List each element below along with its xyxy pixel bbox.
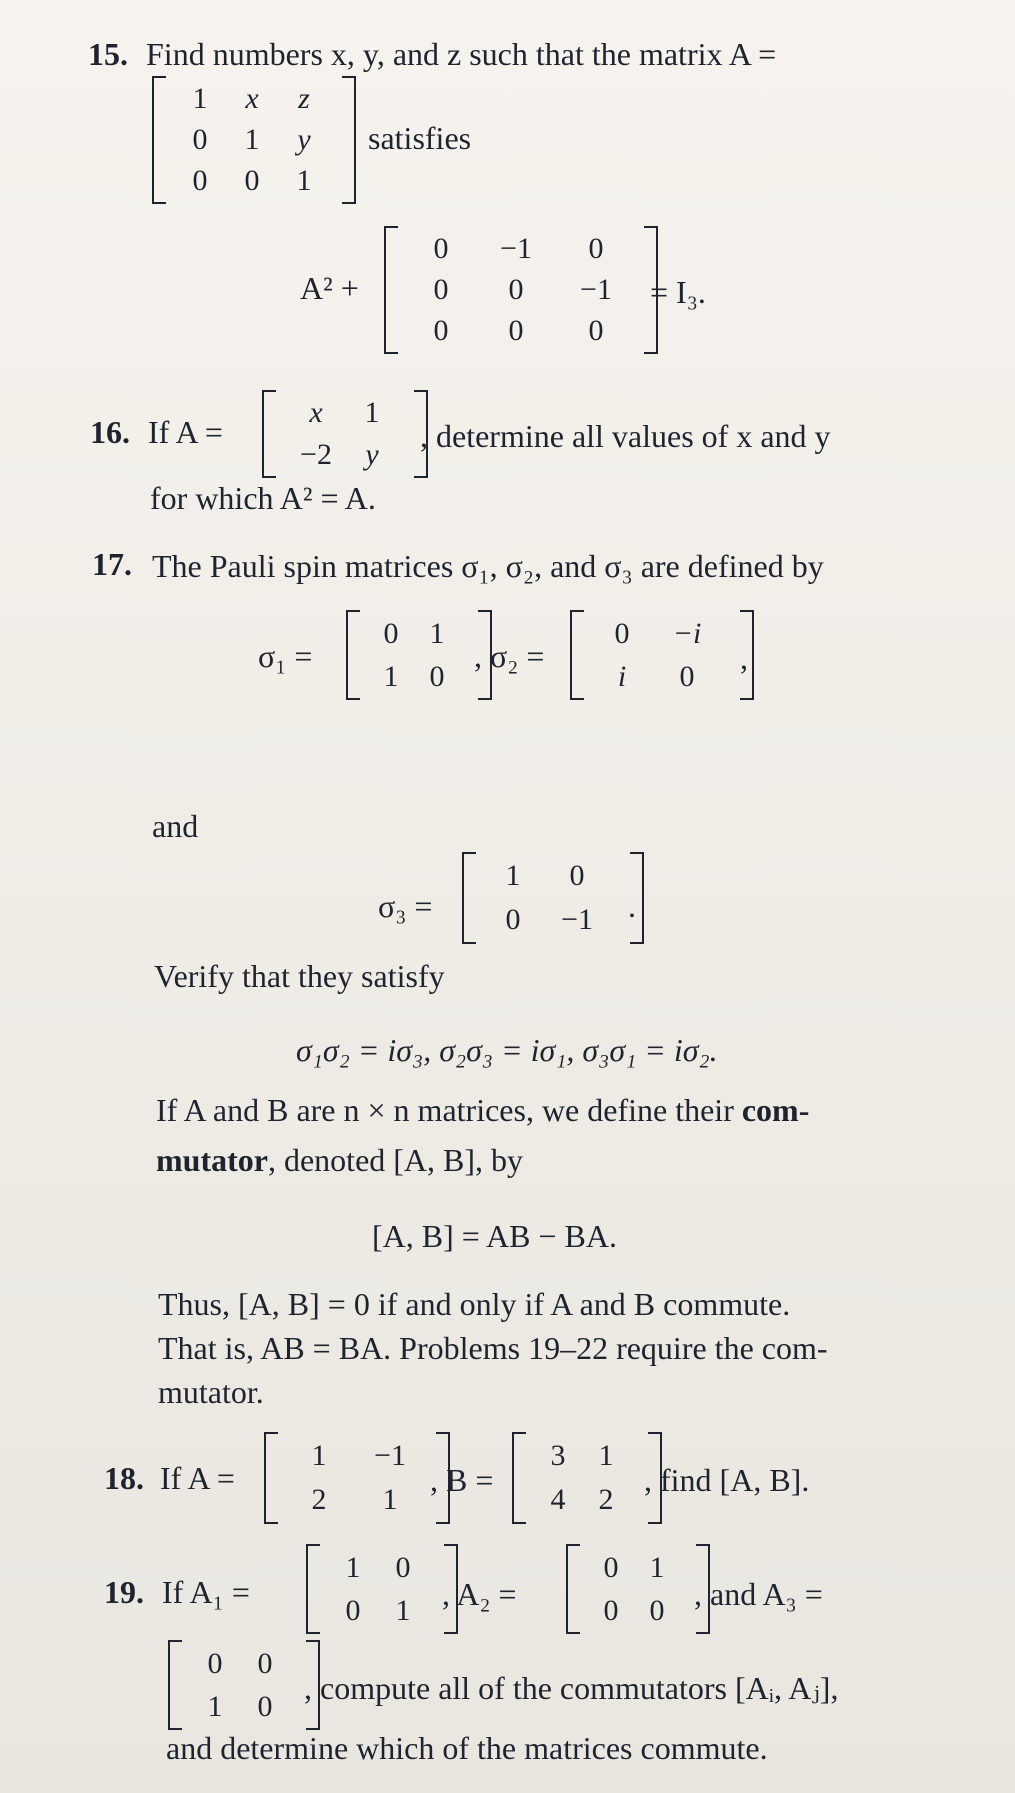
equation-15-right: = I₃. — [650, 274, 706, 310]
matrix-cell: 1 — [207, 1689, 223, 1723]
matrix-cell: 1 — [429, 616, 445, 650]
matrix-19-A3 — [168, 1640, 320, 1730]
sigma2-label: , σ₂ = — [474, 638, 545, 674]
matrix-cell: 0 — [505, 903, 521, 936]
matrix-cell: 0 — [429, 659, 445, 693]
matrix-cell: 1 — [598, 1439, 614, 1472]
problem-19-post: , and A₃ = — [694, 1576, 823, 1612]
problem-19-line2: , compute all of the commutators [Aᵢ, Aⱼ], — [304, 1670, 839, 1706]
matrix-cell: y — [297, 122, 311, 156]
matrix-cell: −2 — [300, 438, 332, 471]
matrix-sigma1 — [346, 610, 492, 700]
and-label: and — [152, 808, 199, 844]
matrix-cell: 0 — [433, 231, 449, 265]
matrix-cell: 0 — [345, 1593, 361, 1627]
thus-line2: That is, AB = BA. Problems 19–22 require the com- — [158, 1330, 828, 1366]
matrix-cell: 0 — [257, 1646, 273, 1680]
thus-line3: mutator. — [158, 1374, 264, 1410]
matrix-cell: i — [617, 659, 627, 693]
matrix-cell: 0 — [383, 616, 399, 650]
matrix-19-A2 — [566, 1544, 710, 1634]
problem-15-number: 15. — [88, 36, 128, 72]
equation-15-left: A² + — [300, 270, 359, 306]
problem-16-number: 16. — [90, 414, 130, 450]
problem-16-pre: If A = — [148, 414, 223, 450]
matrix-cell: 0 — [603, 1593, 619, 1627]
matrix-cell: 1 — [649, 1550, 665, 1584]
matrix-cell: 1 — [296, 164, 312, 198]
matrix-cell: 0 — [588, 314, 604, 348]
sigma2-comma: , — [740, 640, 748, 676]
problem-17-number: 17. — [92, 546, 132, 582]
commutator-intro-line1 — [156, 1092, 809, 1128]
problem-18-pre: If A = — [160, 1460, 235, 1496]
matrix-sigma2 — [570, 610, 754, 700]
matrix-cell: 0 — [649, 1593, 665, 1627]
matrix-cell: 3 — [550, 1439, 566, 1472]
matrix-cell: 1 — [364, 396, 380, 429]
matrix-cell: 0 — [395, 1550, 411, 1584]
matrix-cell: 0 — [207, 1646, 223, 1680]
matrix-cell: 1 — [345, 1550, 361, 1584]
matrix-cell: 0 — [508, 314, 524, 348]
matrix-cell: 2 — [598, 1483, 614, 1516]
matrix-cell: 0 — [244, 164, 260, 198]
problem-16-post: , determine all values of x and y — [420, 418, 831, 454]
commutator-definition: [A, B] = AB − BA. — [372, 1218, 617, 1254]
matrix-cell: 0 — [588, 231, 604, 265]
matrix-15-A — [152, 76, 356, 204]
matrix-cell: 0 — [192, 164, 208, 198]
matrix-16-A — [262, 390, 428, 478]
matrix-cell: 1 — [244, 122, 260, 156]
matrix-cell: 0 — [569, 859, 585, 892]
problem-15-text: Find numbers x, y, and z such that the matrix A = — [146, 36, 777, 72]
matrix-15-M — [384, 226, 658, 354]
commutator-term-part2: mutator — [156, 1142, 268, 1178]
matrix-cell: 0 — [679, 659, 695, 693]
matrix-18-A — [264, 1432, 450, 1524]
matrix-cell: 0 — [257, 1689, 273, 1723]
matrix-cell: 0 — [433, 314, 449, 348]
problem-18-mid: , B = — [430, 1462, 494, 1498]
matrix-cell: 1 — [382, 1483, 398, 1516]
sigma1-label: σ₁ = — [258, 638, 313, 674]
commutator-denoted-text: , denoted [A, B], by — [267, 1142, 524, 1178]
matrix-cell: 4 — [550, 1483, 566, 1516]
pauli-relations: σ₁σ₂ = iσ₃, σ₂σ₃ = iσ₁, σ₃σ₁ = iσ₂. — [296, 1032, 718, 1068]
matrix-sigma3 — [462, 852, 644, 944]
matrix-cell: 0 — [508, 272, 524, 306]
problem-19-mid: , A₂ = — [442, 1576, 517, 1612]
matrix-cell: 1 — [192, 81, 208, 115]
problem-16-line2: for which A² = A. — [150, 480, 376, 516]
matrix-cell: −1 — [561, 903, 593, 936]
matrix-cell: −1 — [500, 231, 532, 265]
commutator-term-part1: com- — [741, 1092, 810, 1128]
matrix-cell: 0 — [614, 616, 630, 650]
problem-19-pre: If A₁ = — [162, 1574, 250, 1610]
problem-17-text: The Pauli spin matrices σ₁, σ₂, and σ₃ are defined by — [152, 548, 824, 584]
matrix-cell: z — [298, 81, 310, 115]
matrix-cell: 1 — [395, 1593, 411, 1627]
verify-text: Verify that they satisfy — [154, 958, 445, 994]
commutator-intro-line2 — [156, 1142, 523, 1178]
matrix-19-A1 — [306, 1544, 458, 1634]
sigma3-period: . — [628, 888, 636, 924]
matrix-cell: 1 — [311, 1439, 327, 1472]
matrix-18-B — [512, 1432, 662, 1524]
matrix-cell: 2 — [311, 1483, 327, 1516]
sigma3-label: σ₃ = — [378, 888, 433, 924]
matrix-cell: 0 — [603, 1550, 619, 1584]
matrix-cell: −1 — [580, 272, 612, 306]
matrix-cell: 0 — [433, 272, 449, 306]
matrix-cell: 0 — [192, 122, 208, 156]
problem-19-line3: and determine which of the matrices commute. — [166, 1730, 768, 1766]
matrix-cell: −i — [672, 616, 702, 650]
thus-line1: Thus, [A, B] = 0 if and only if A and B commute. — [158, 1286, 791, 1322]
matrix-cell: y — [365, 438, 379, 471]
matrix-cell: x — [245, 81, 259, 115]
matrix-cell: x — [309, 396, 323, 429]
matrix-cell: 1 — [505, 859, 521, 892]
problem-18-number: 18. — [104, 1460, 144, 1496]
matrix-cell: −1 — [374, 1439, 406, 1472]
problem-19-number: 19. — [104, 1574, 144, 1610]
commutator-intro-text: If A and B are n × n matrices, we define their — [156, 1092, 742, 1128]
problem-18-post: , find [A, B]. — [644, 1462, 810, 1498]
matrix-cell: 1 — [383, 659, 399, 693]
satisfies-label: satisfies — [368, 120, 472, 156]
